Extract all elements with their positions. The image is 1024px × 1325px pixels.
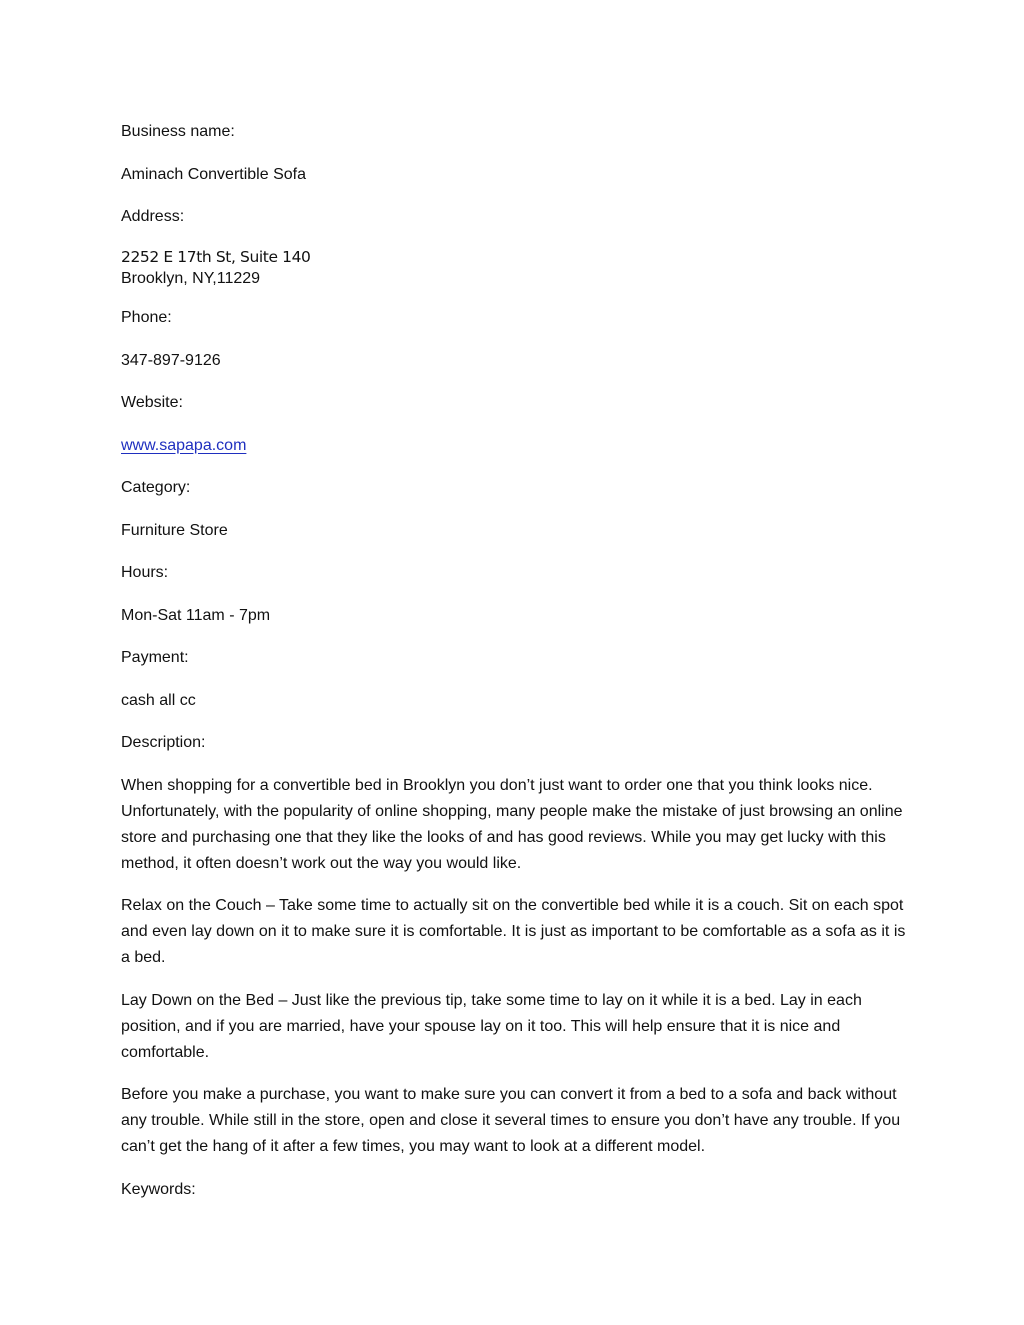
website-label: Website: xyxy=(121,394,183,411)
document-body xyxy=(121,119,906,1219)
address-value xyxy=(121,247,906,289)
phone-label: Phone: xyxy=(121,309,172,326)
business-name-value: Aminach Convertible Sofa xyxy=(121,165,306,183)
website-row xyxy=(121,433,906,459)
address-line-1: 2252 E 17th St, Suite 140 xyxy=(121,247,311,266)
keywords-label: Keywords: xyxy=(121,1180,196,1198)
category-value: Furniture Store xyxy=(121,521,228,539)
description-paragraph: Lay Down on the Bed – Just like the previous tip, take some time to lay on it while it is a bed. Lay in each position, and if you are married, have your spouse lay on it too. This will help ensure that it is nice and comfortable. xyxy=(121,991,862,1061)
phone-value: 347-897-9126 xyxy=(121,351,221,369)
hours-value: Mon-Sat 11am - 7pm xyxy=(121,606,271,624)
payment-value: cash all cc xyxy=(121,691,196,709)
description-paragraph: Relax on the Couch – Take some time to actually sit on the convertible bed while it is a couch. Sit on each spot and even lay down on it to make sure it is comfortable. It is just as important to be comfortable as a sofa as it is a bed. xyxy=(121,897,906,966)
description-paragraph: When shopping for a convertible bed in Brooklyn you don’t just want to order one that you think looks nice. Unfortunately, with the popularity of online shopping, many people make the mistake of just browsing an online store and purchasing one that they like the looks of and has good reviews. While you may get lucky with this method, it often doesn’t work out the way you would like. xyxy=(121,776,903,872)
address-label: Address: xyxy=(121,208,185,225)
hours-label: Hours: xyxy=(121,564,169,581)
payment-label: Payment: xyxy=(121,649,189,666)
category-label: Category: xyxy=(121,479,191,496)
website-link[interactable]: www.sapapa.com xyxy=(121,436,247,454)
address-line-2: Brooklyn, NY,11229 xyxy=(121,269,261,287)
business-name-label: Business name: xyxy=(121,123,235,140)
description-label: Description: xyxy=(121,734,206,751)
description-paragraph: Before you make a purchase, you want to make sure you can convert it from a bed to a sofa and back without any trouble. While still in the store, open and close it several times to ensure you don’t have any trouble. If you can’t get the hang of it after a few times, you may want to look at a different model. xyxy=(121,1086,901,1155)
